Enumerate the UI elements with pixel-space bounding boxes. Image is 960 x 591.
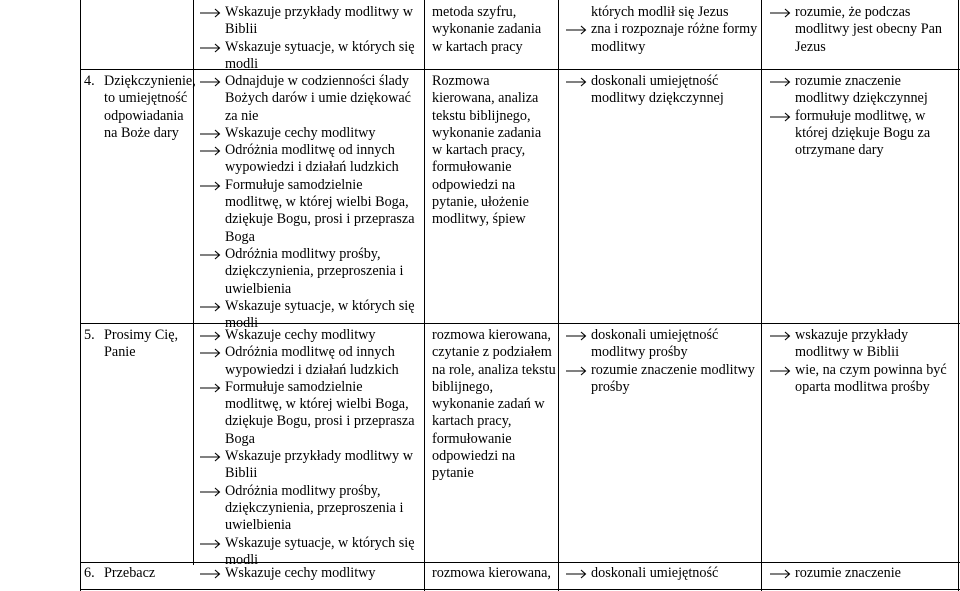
right-arrow-icon	[564, 327, 588, 344]
row0-skills	[198, 4, 422, 73]
right-arrow-icon	[198, 298, 222, 315]
row3-extended	[768, 565, 901, 582]
row2-methods	[432, 327, 556, 483]
right-arrow-icon	[198, 4, 222, 21]
list-item: Formułuje samodzielnie modlitwę, w której wielbi Boga, dziękuje Bogu, prosi i przeprasza Boga	[198, 177, 422, 246]
table-border-col4	[761, 0, 762, 591]
list-item: rozumie znaczenie	[768, 565, 901, 582]
row1-topic	[84, 73, 196, 142]
methods-text: Rozmowa kierowana, analiza tekstu biblijnego, wykonanie zadania w kartach pracy, formułowanie odpowiedzi na pytanie, ułożenie modlitwy, śpiew	[432, 73, 542, 228]
list-item	[198, 4, 422, 39]
right-arrow-icon	[198, 125, 222, 142]
row3-methods: rozmowa kierowana,	[432, 565, 551, 581]
table-border-left	[80, 0, 81, 591]
right-arrow-icon	[198, 535, 222, 552]
list-item-continuation: których modlił się Jezus	[591, 4, 729, 20]
table-border-col3	[558, 0, 559, 591]
list-item: Odróżnia modlitwę od innych wypowiedzi i działań ludzkich	[198, 344, 422, 379]
table-border-col2	[424, 0, 425, 591]
right-arrow-icon	[768, 362, 792, 379]
list-item: rozumie, że podczas modlitwy jest obecny Pan Jezus	[768, 4, 958, 56]
topic-title: Przebacz	[104, 565, 156, 581]
right-arrow-icon	[198, 246, 222, 263]
skill-text: Wskazuje przykłady modlitwy w Biblii	[225, 4, 413, 38]
list-item: Wskazuje sytuacje, w których się modli	[198, 298, 422, 333]
list-item: Wskazuje cechy modlitwy	[198, 565, 376, 582]
list-item: Wskazuje przykłady modlitwy w Biblii	[198, 448, 422, 483]
right-arrow-icon	[198, 565, 222, 582]
right-arrow-icon	[198, 327, 222, 344]
row3-basic	[564, 565, 718, 582]
skill-text: Wskazuje sytuacje, w których się modli	[225, 38, 415, 72]
right-arrow-icon	[198, 39, 222, 56]
topic-title: Prosimy Cię, Panie	[104, 327, 179, 361]
topic-number: 5.	[84, 327, 95, 343]
right-arrow-icon	[564, 73, 588, 90]
row1-basic	[564, 73, 760, 108]
list-item: Odróżnia modlitwy prośby, dziękczynienia, przeproszenia i uwielbienia	[198, 483, 422, 535]
methods-text: metoda szyfru, wykonanie zadania w kartach pracy	[432, 4, 542, 55]
right-arrow-icon	[768, 108, 792, 125]
row1-methods	[432, 73, 554, 229]
right-arrow-icon	[564, 565, 588, 582]
list-item: formułuje modlitwę, w której dziękuje Bogu za otrzymane dary	[768, 108, 958, 160]
right-arrow-icon	[198, 448, 222, 465]
right-arrow-icon	[564, 21, 588, 38]
row2-topic	[84, 327, 192, 362]
right-arrow-icon	[198, 379, 222, 396]
topic-number: 4.	[84, 73, 95, 89]
right-arrow-icon	[564, 362, 588, 379]
list-item: Wskazuje cechy modlitwy	[198, 327, 422, 344]
list-item: Formułuje samodzielnie modlitwę, w której wielbi Boga, dziękuje Bogu, prosi i przeprasza Boga	[198, 379, 422, 448]
right-arrow-icon	[198, 483, 222, 500]
list-item: Wskazuje sytuacje, w których się modli	[198, 535, 422, 570]
right-arrow-icon	[768, 327, 792, 344]
right-arrow-icon	[198, 142, 222, 159]
row1-skills	[198, 73, 422, 332]
methods-text: rozmowa kierowana, czytanie z podziałem na role, analiza tekstu biblijnego, wykonanie zadań w kartach pracy, formułowanie odpowiedzi na pytanie	[432, 327, 556, 482]
list-item: doskonali umiejętność modlitwy dziękczynnej	[564, 73, 760, 108]
list-item: doskonali umiejętność modlitwy prośby	[564, 327, 760, 362]
list-item: rozumie znaczenie modlitwy dziękczynnej	[768, 73, 958, 108]
list-item: doskonali umiejętność	[564, 565, 718, 582]
right-arrow-icon	[768, 4, 792, 21]
list-item: rozumie znaczenie modlitwy prośby	[564, 362, 760, 397]
list-item: Odróżnia modlitwę od innych wypowiedzi i działań ludzkich	[198, 142, 422, 177]
table-border-col5	[958, 0, 959, 591]
right-arrow-icon	[198, 73, 222, 90]
list-item: Odróżnia modlitwy prośby, dziękczynienia, przeproszenia i uwielbienia	[198, 246, 422, 298]
list-item: Wskazuje cechy modlitwy	[198, 125, 422, 142]
right-arrow-icon	[768, 73, 792, 90]
right-arrow-icon	[198, 177, 222, 194]
list-item: wskazuje przykłady modlitwy w Biblii	[768, 327, 958, 362]
row0-methods	[432, 4, 554, 56]
list-item: Odnajduje w codzienności ślady Bożych darów i umie dziękować za nie	[198, 73, 422, 125]
row0-extended	[768, 4, 958, 56]
row1-extended	[768, 73, 958, 159]
list-item: wie, na czym powinna być oparta modlitwa prośby	[768, 362, 958, 397]
topic-number: 6.	[84, 565, 95, 581]
row-border-bottom	[80, 589, 960, 590]
right-arrow-icon	[198, 344, 222, 361]
row3-skills	[198, 565, 376, 582]
topic-title: Dziękczynienie, to umiejętność odpowiadania na Boże dary	[104, 73, 196, 141]
row2-extended	[768, 327, 958, 396]
row0-basic	[564, 4, 760, 56]
list-item	[198, 39, 422, 74]
right-arrow-icon	[768, 565, 792, 582]
list-item: zna i rozpoznaje różne formy modlitwy	[564, 21, 760, 56]
row3-topic	[84, 565, 155, 582]
row2-skills	[198, 327, 422, 569]
row2-basic	[564, 327, 760, 396]
